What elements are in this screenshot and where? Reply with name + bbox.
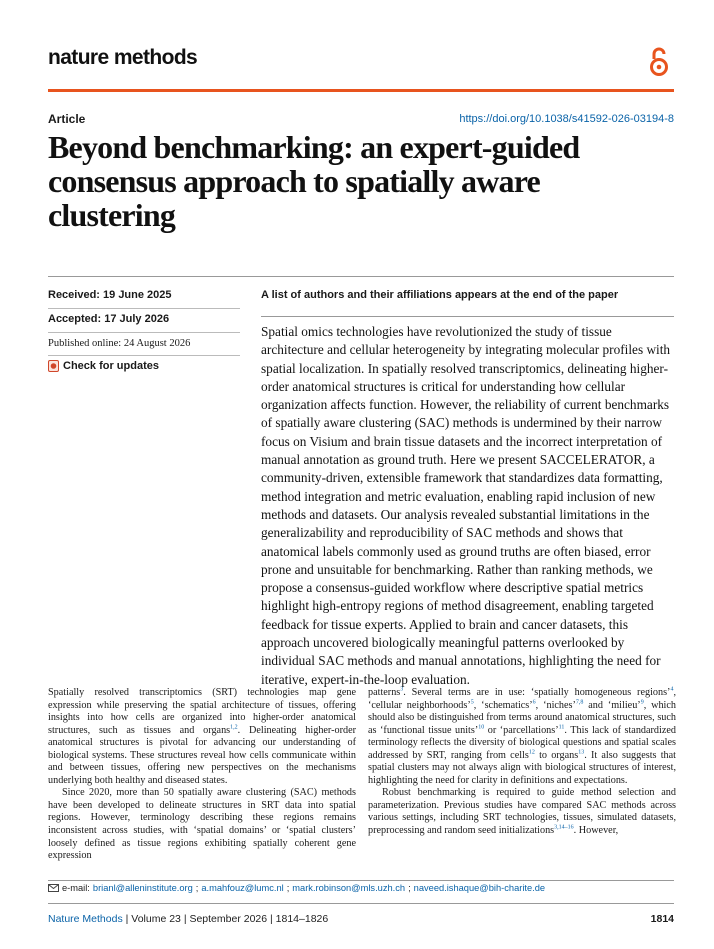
citation-ref[interactable]: 4: [670, 686, 674, 693]
footer-citation: [48, 913, 328, 925]
body-column-left: [48, 687, 356, 863]
citation-ref[interactable]: 1,2: [230, 724, 238, 731]
citation-ref[interactable]: 3,14–16: [554, 824, 574, 831]
citation-ref[interactable]: 13: [578, 749, 585, 756]
date-divider: [48, 332, 240, 333]
date-divider: [48, 308, 240, 309]
citation-ref[interactable]: 9: [640, 699, 644, 706]
citation-ref[interactable]: 12: [528, 749, 535, 756]
citation-ref[interactable]: 7,8: [575, 699, 584, 706]
article-type-label: Article: [48, 112, 86, 126]
footer-volume-info: | Volume 23 | September 2026 | 1814–1826: [122, 913, 329, 925]
email-link[interactable]: a.mahfouz@lumc.nl: [201, 883, 284, 893]
abstract: Spatial omics technologies have revolutionized the study of tissue architecture and cellular heterogeneity by integrating molecular profiles with spatial localization. In spatially resolved transcriptomics, delineating higher-order anatomical structures is critical for understanding how cellular organization affects function. However, the reliability of current benchmarks of spatially aware clustering (SAC) methods is undermined by their narrow focus on Visium and brain tissue datasets and the incorrect interpretation of manual annotation as ground truth. Here we present SACCELERATOR, a community-driven, extensible framework that standardizes data formatting, method integration and metric evaluation, enabling rapid inclusion of new methods and datasets. Our analysis revealed substantial limitations in the generalizability and reproducibility of SAC methods and shows that anatomical labels commonly used as ground truths are often biased, error prone and unsuitable for benchmarking. Rather than ranking methods, we propose a consensus-guided workflow where descriptive spatial metrics highlight high-entropy regions of method disagreement, enabling targeted feedback for tissue experts. Applied to brain and cancer datasets, this approach uncovered biologically meaningful patterns overlooked by individual SAC methods and manual annotations, highlighting the need for iterative, expert-in-the-loop evaluation.: [261, 324, 671, 687]
journal-logo: nature methods: [48, 46, 198, 69]
header-rule: [48, 89, 674, 92]
citation-ref[interactable]: 6: [532, 699, 536, 706]
citation-ref[interactable]: 3: [400, 686, 404, 693]
email-label: e-mail:: [62, 883, 90, 893]
check-for-updates-button[interactable]: [48, 360, 159, 372]
footer-rule: [48, 880, 674, 881]
body-column-right: [368, 687, 676, 838]
received-date: Received: 19 June 2025: [48, 289, 172, 301]
accepted-date: Accepted: 17 July 2026: [48, 313, 170, 325]
check-updates-icon: [48, 360, 59, 372]
article-title: Beyond benchmarking: an expert-guided consensus approach to spatially aware clustering: [48, 129, 580, 233]
email-link[interactable]: brianl@alleninstitute.org: [92, 883, 193, 893]
citation-ref[interactable]: 5: [470, 699, 474, 706]
open-access-icon: [648, 46, 670, 78]
authors-rule: [261, 316, 674, 317]
body-paragraph: Spatially resolved transcriptomics (SRT) technologies map gene expression while preserving the spatial architecture of tissues, offering insights into how cells are organized into higher-order anatomical structures, such as tissues and organs$^{1,2}$. Delineating higher-order anatomical structures is pivotal for advancing our understanding of biological systems. These structures reveal how cells communicate within and between tissues, offering new perspectives on the mechanisms underlying both healthy and diseased states.: [48, 687, 357, 786]
body-paragraph: patterns$^3$. Several terms are in use: ‘spatially homogeneous regions’$^4$, ‘cellular neighborhoods’$^5$, ‘schematics’$^6$, ‘niches’$^{7,8}$ and ‘milieu’$^9$, which should also be distinguished from terms around anatomical structures, such as ‘functional tissue units’$^{10}$ or ‘parcellations’$^{11}$. This lack of standardized terminology reflects the diversity of biological questions and spatial scales addressed by SRT, ranging from cells$^{12}$ to organs$^{13}$. It also suggests that spatial clusters may not always align with biological structures of interest, highlighting the need for clarity in definitions and expectations.: [368, 686, 677, 786]
email-line: e-mail: brianl@alleninstitute.org ; a.mahfouz@lumc.nl ; mark.robinson@mls.uzh.ch ; naveed.ishaque@bih-charite.de: [48, 883, 545, 893]
body-paragraph: Since 2020, more than 50 spatially aware clustering (SAC) methods have been developed to delineate structures in SRT data into spatial regions. However, terminology describing these regions remains inconsistent across studies, with ‘spatial domains’ or ‘spatial clusters’ loosely defined as tissue regions exhibiting spatially coherent gene expression: [48, 787, 356, 862]
citation-ref[interactable]: 11: [558, 724, 565, 731]
authors-note: A list of authors and their affiliations appears at the end of the paper: [261, 289, 619, 301]
date-divider: [48, 355, 240, 356]
citation-ref[interactable]: 10: [478, 724, 485, 731]
title-rule: [48, 276, 674, 277]
email-link[interactable]: naveed.ishaque@bih-charite.de: [413, 883, 546, 893]
check-for-updates-label: Check for updates: [63, 360, 159, 372]
footer-journal-link[interactable]: Nature Methods: [48, 913, 123, 925]
envelope-icon: [48, 884, 59, 892]
doi-link[interactable]: https://doi.org/10.1038/s41592-026-03194-8: [459, 113, 674, 125]
published-date: Published online: 24 August 2026: [48, 338, 191, 349]
page-number: 1814: [650, 913, 674, 925]
email-link[interactable]: mark.robinson@mls.uzh.ch: [292, 883, 406, 893]
footer-divider: [48, 903, 674, 904]
body-paragraph: Robust benchmarking is required to guide method selection and parameterization. Previous studies have compared SAC methods across various settings, including SRT technologies, tissues, simulated datasets, preprocessing and random seed initializations$^{3,14-16}$. However,: [368, 787, 676, 837]
